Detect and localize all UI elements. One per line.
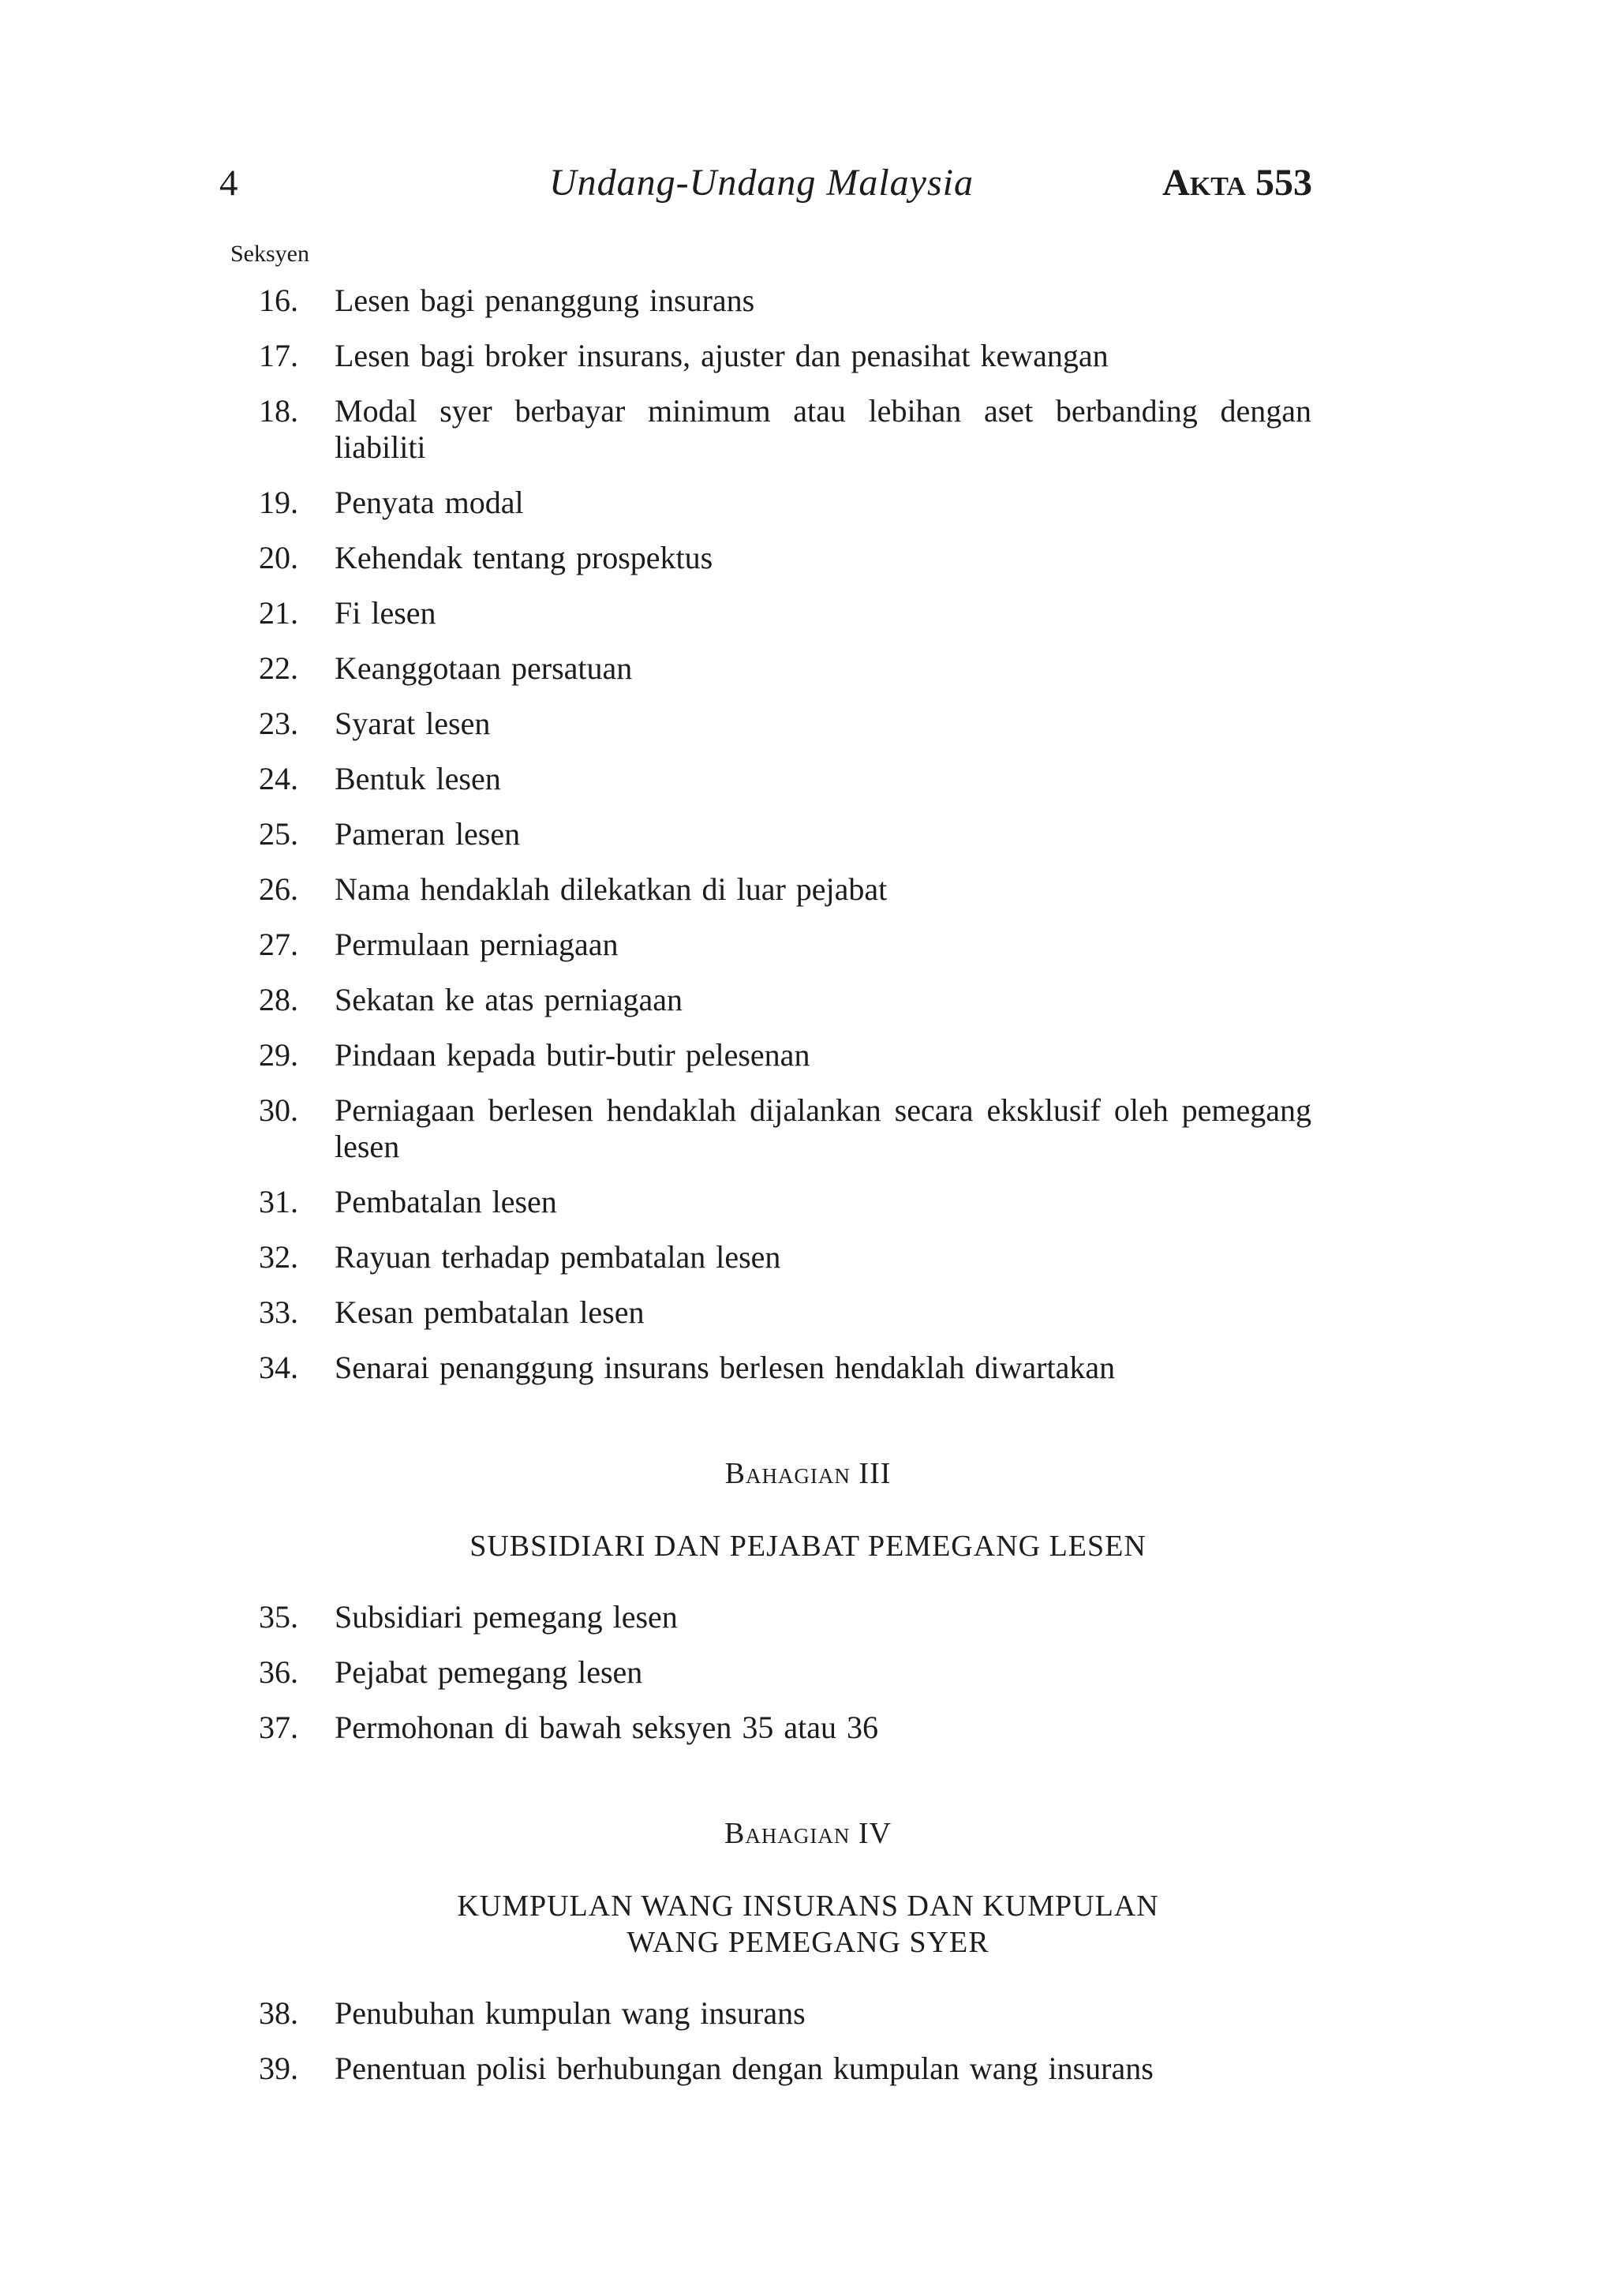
section-number: 35. — [259, 1599, 298, 1635]
section-title: Pejabat pemegang lesen — [335, 1654, 643, 1690]
section-title: Sekatan ke atas perniagaan — [335, 982, 683, 1017]
section-title: Pembatalan lesen — [335, 1184, 557, 1219]
section-number: 37. — [259, 1710, 298, 1745]
section-number: 26. — [259, 871, 298, 907]
section-number: 30. — [259, 1092, 298, 1128]
section-number: 32. — [259, 1239, 298, 1275]
section-title: Penubuhan kumpulan wang insurans — [335, 1995, 806, 2031]
part-title-line: KUMPULAN WANG INSURANS DAN KUMPULAN — [457, 1890, 1159, 1923]
section-number: 27. — [259, 927, 298, 962]
section-title: Pameran lesen — [335, 816, 521, 852]
part-title: SUBSIDIARI DAN PEJABAT PEMEGANG LESEN — [469, 1530, 1147, 1563]
section-title: Nama hendaklah dilekatkan di luar pejabat — [335, 871, 888, 907]
section-number: 29. — [259, 1037, 298, 1073]
section-number: 18. — [259, 393, 298, 429]
section-number: 23. — [259, 706, 298, 741]
section-title: Keanggotaan persatuan — [335, 650, 633, 686]
section-title: Senarai penanggung insurans berlesen hendaklah diwartakan — [335, 1350, 1116, 1385]
section-title: Penentuan polisi berhubungan dengan kumpulan wang insurans — [335, 2051, 1154, 2086]
section-title: Lesen bagi broker insurans, ajuster dan penasihat kewangan — [335, 338, 1109, 373]
page-number: 4 — [219, 163, 238, 204]
section-number: 31. — [259, 1184, 298, 1219]
section-title: Lesen bagi penanggung insurans — [335, 283, 755, 318]
section-number: 39. — [259, 2051, 298, 2086]
act-number: Akta 553 — [1162, 162, 1312, 204]
section-number: 16. — [259, 283, 298, 318]
section-number: 24. — [259, 761, 298, 796]
part-label: Bahagian III — [724, 1457, 892, 1490]
section-number: 28. — [259, 982, 298, 1017]
section-title: Kehendak tentang prospektus — [335, 540, 713, 575]
part-title-line: WANG PEMEGANG SYER — [627, 1926, 989, 1959]
section-title: Fi lesen — [335, 595, 436, 631]
part-label: Bahagian IV — [724, 1817, 892, 1850]
section-title: Bentuk lesen — [335, 761, 501, 796]
section-number: 21. — [259, 595, 298, 631]
section-number: 34. — [259, 1350, 298, 1385]
seksyen-column-label: Seksyen — [230, 241, 309, 267]
section-title: Perniagaan berlesen hendaklah dijalankan secara eksklusif oleh pemegang lesen — [335, 1092, 1311, 1164]
section-number: 20. — [259, 540, 298, 575]
section-title: Penyata modal — [335, 485, 524, 520]
section-title: Modal syer berbayar minimum atau lebihan aset berbanding dengan liabiliti — [335, 393, 1311, 465]
section-number: 38. — [259, 1995, 298, 2031]
section-number: 22. — [259, 650, 298, 686]
section-number: 19. — [259, 485, 298, 520]
section-title: Permohonan di bawah seksyen 35 atau 36 — [335, 1710, 878, 1745]
section-title: Pindaan kepada butir-butir pelesenan — [335, 1037, 810, 1073]
section-number: 17. — [259, 338, 298, 373]
page-header — [0, 158, 1616, 208]
section-number: 25. — [259, 816, 298, 852]
section-title: Kesan pembatalan lesen — [335, 1294, 645, 1330]
section-title: Rayuan terhadap pembatalan lesen — [335, 1239, 781, 1275]
section-title: Subsidiari pemegang lesen — [335, 1599, 678, 1635]
section-title: Syarat lesen — [335, 706, 491, 741]
section-number: 36. — [259, 1654, 298, 1690]
section-title: Permulaan perniagaan — [335, 927, 619, 962]
section-number: 33. — [259, 1294, 298, 1330]
running-title: Undang-Undang Malaysia — [549, 162, 974, 204]
